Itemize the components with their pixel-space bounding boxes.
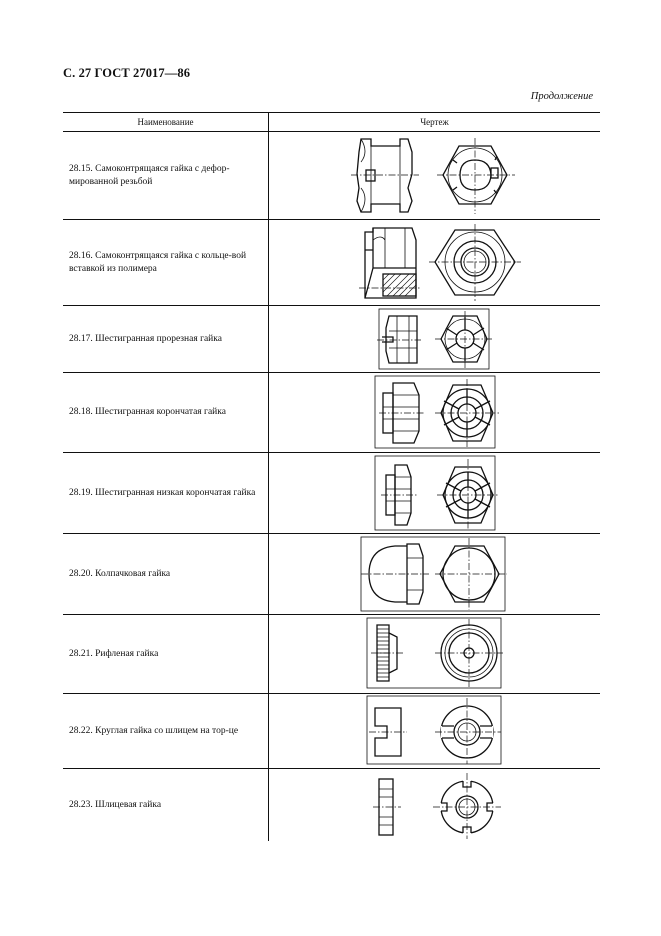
row-name: 28.15. Самоконтрящаяся гайка с дефор-мированной резьбой (69, 164, 230, 187)
round-nut-end-slot-drawing-icon (269, 694, 600, 768)
table-row (63, 694, 600, 769)
drawing-cell (268, 615, 600, 693)
header-name: Наименование (137, 117, 194, 127)
drawing-cell (268, 132, 600, 219)
self-locking-nut-polymer-ring-drawing-icon (269, 220, 600, 305)
drawing-cell (268, 694, 600, 768)
table-row (63, 373, 600, 453)
table-row (63, 220, 600, 306)
drawing-cell (268, 453, 600, 533)
drawing-cell (268, 769, 600, 841)
slotted-round-nut-drawing-icon (269, 769, 600, 841)
row-name: 28.16. Самоконтрящаяся гайка с кольце-вой вставкой из полимера (69, 251, 247, 274)
drawing-cell (268, 306, 600, 372)
header-drawing: Чертеж (268, 113, 600, 131)
row-name: 28.23. Шлицевая гайка (69, 799, 162, 810)
drawing-cell (268, 534, 600, 614)
table-row (63, 132, 600, 220)
cap-nut-drawing-icon (269, 534, 600, 614)
table-row (63, 306, 600, 373)
row-name: 28.20. Колпачковая гайка (69, 568, 171, 579)
table-row (63, 769, 600, 841)
table-row (63, 453, 600, 534)
slotted-hex-nut-drawing-icon (269, 306, 600, 372)
row-name: 28.19. Шестигранная низкая корончатая гайка (69, 487, 256, 498)
row-name: 28.21. Рифленая гайка (69, 648, 159, 659)
row-name: 28.17. Шестигранная прорезная гайка (69, 333, 222, 344)
continuation-label: Продолжение (530, 91, 593, 102)
knurled-nut-drawing-icon (269, 615, 600, 693)
row-name: 28.18. Шестигранная корончатая гайка (69, 407, 226, 418)
table-row (63, 615, 600, 694)
drawing-cell (268, 220, 600, 305)
drawing-cell (268, 373, 600, 452)
self-locking-nut-deformed-thread-drawing-icon (269, 132, 600, 219)
table-header (63, 113, 600, 132)
low-castle-hex-nut-drawing-icon (269, 453, 600, 533)
castle-hex-nut-drawing-icon (269, 373, 600, 452)
nut-types-table (63, 112, 600, 841)
table-row (63, 534, 600, 615)
row-name: 28.22. Круглая гайка со шлицем на тор-це (69, 725, 239, 736)
page-header: С. 27 ГОСТ 27017—86 (63, 66, 191, 80)
